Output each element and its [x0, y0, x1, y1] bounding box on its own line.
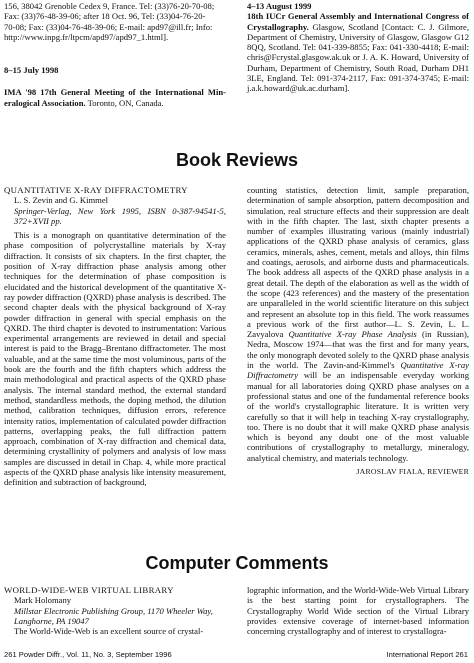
- comments-right-column: [247, 585, 469, 636]
- review-authors: L. S. Zevin and G. Kimmel: [14, 195, 109, 206]
- review-body: This is a monograph on quantitative determination of the phase composition of polycrystalline materials by X-ray diffraction. It consists of six chapters. In the first chapter, the position of X-ray diffraction phase analysis among other techniques for the determination of phase composition is elucidated and the historical development of the quantitative X-ray powder diffraction (QXRD) phase analysis is described. The second chapter deals with the physical background of X-ray powder diffraction in general with special emphasis on the QXRD. The third chapter is devoted to instrumentation: Various experimental arrangements are reviewed in detail and special interest is paid to the Bragg–Brentano diffractometer. The most valuable, and at the same time the most voluminous, parts of the book are the fourth and the fifth chapters which address the main methodological and practical aspects of the QXRD phase analysis. The internal standard method, the external standard method, standardless methods, the doping method, the dilution method, calibration techniques, diffusion errors, reference intensity ratios, implementation of calculated powder diffraction patterns, overlapping peaks, the full diffraction pattern approach, combination of X-ray diffraction and chemical data, determining crystallinity of polymers and analysis of low mass samples are discussed in detail in Chap. 4, while more practical aspects of the QXRD phase analysis like intensity measurement, definition and subtraction of background,: [4, 230, 226, 488]
- event-details: Glasgow, Scotland [Contact: C. J. Gilmore, Department of Chemistry, University of Glasgow, Glasgow G12 8QQ, Scotland. Tel: 041-339-8855; Fax: 041-330-4418; E-mail: chris@Fcrystal.glasgow.ak.uk or J. A. K. Howard, University of Durham, Department of Chemistry, South Road, Durham DH1 3LE, England. Tel: 091-374-2117, Fax: 091-374-3745; E-mail: j.a.k.howard@uk.ac.durham].: [247, 21, 469, 94]
- footer-right: International Report 261: [386, 650, 468, 659]
- comments-body-continued: lographic information, and the World-Wide-Web Virtual Library is the best starting point for crystallographers. The Crystallography World Wide section of the Virtual Library provides extensive coverage of internet-based information concerning crystallography and of interest to crystallogra-: [247, 585, 469, 637]
- review-right-column: [247, 185, 469, 477]
- cited-title: Quantitative X-ray Phase Analysis: [288, 329, 417, 340]
- event-title: 18th IUCr General Assembly and International Congress of Crystallography.: [247, 11, 469, 32]
- footer-left: 261 Powder Diffr., Vol. 11, No. 3, September 1996: [4, 650, 172, 659]
- review-text: (in Russian), Nedra, Moscow 1974—that was the first and for many years, the only monograph devoted solely to the QXRD phase analysis in the world. The Zavin-and-Kimmel's: [247, 329, 469, 371]
- review-text: will be an indispensable everyday working manual for all laboratories doing QXRD phase analyses on a professional status and one of the fundamental reference books of the world's crystallographic literature. It is written very carefully so that it will help in teaching X-ray crystallography, too. There is no doubt that it will make QXRD phase analysis which is beyond any doubt one of the most valuable contributions of crystallography to metallurgy, mineralogy, analytical chemistry, and materials technology.: [247, 370, 469, 463]
- event-title: IMA '98 17th General Meeting of the International Min-eralogical Association.: [4, 87, 226, 108]
- computer-comments-heading: Computer Comments: [145, 553, 329, 573]
- top-right-column: [247, 1, 469, 94]
- review-article-title: QUANTITATIVE X-RAY DIFFRACTOMETRY: [4, 185, 188, 195]
- event-date: 4–13 August 1999: [247, 1, 312, 11]
- event-entry: [4, 87, 226, 108]
- contact-line: 70-08; Fax: (33)04-76-48-39-06; E-mail: apd97@ill.fr; Info:: [4, 21, 213, 32]
- review-publisher: Springer-Verlag, New York 1995, ISBN 0-387-94541-5, 372+XVII pp.: [14, 205, 226, 226]
- review-body-continued: [247, 185, 469, 463]
- comments-publisher: Millstar Electronic Publishing Group, 1170 Wheeler Way, Langhorne, PA 19047: [14, 605, 213, 626]
- comments-article-title: WORLD-WIDE-WEB VIRTUAL LIBRARY: [4, 585, 174, 595]
- comments-left-column: [4, 585, 226, 636]
- comments-author: Mark Holomany: [14, 595, 72, 606]
- review-text: counting statistics, detection limit, sample preparation, determination of sample absorption, pattern decomposition and simulation, real structure effects and their suppression are dealt with in the fifth chapter. The last, sixth chapter presents a number of examples illustrating various (mainly industrial) applications of the QXRD phase analysis of ceramics, glass ceramics, minerals, ashes, cement, metals and alloys, thin films and coatings, aerosols, and airborne dusts and pharmaceuticals. The book address all aspects of the QXRD phase analysis in a great detail. The depth of the elaboration as well as the width of the scope (423 references) and the mastery of the presentation are unparalleled in the world scientific literature on this subject and represent an absolute top in this field. The work reassumes a previous work of the first author—L. S. Zevin, L. L. Zavyalova: [247, 185, 469, 340]
- event-entry: [247, 11, 469, 93]
- contact-line: Fax: (33)76-48-39-06; after 18 Oct. 96, Tel: (33)04-76-20-: [4, 11, 206, 22]
- top-left-column: [4, 1, 226, 108]
- event-location: Toronto, ON, Canada.: [85, 97, 164, 108]
- comments-body: The World-Wide-Web is an excellent source of crystal-: [14, 626, 204, 637]
- review-left-column: [4, 185, 226, 488]
- contact-line: 156, 38042 Grenoble Cedex 9, France. Tel: (33)76-20-70-08;: [4, 1, 215, 11]
- reviewer-signature: JAROSLAV FIALA, REVIEWER: [356, 467, 469, 477]
- book-reviews-heading: Book Reviews: [175, 150, 299, 170]
- cited-title: Quantitative X-ray Diffractometry: [247, 360, 469, 381]
- event-date: 8–15 July 1998: [4, 65, 59, 76]
- contact-line: http://www.inpg.fr/ltpcm/apd97/apd97_1.html].: [4, 31, 169, 42]
